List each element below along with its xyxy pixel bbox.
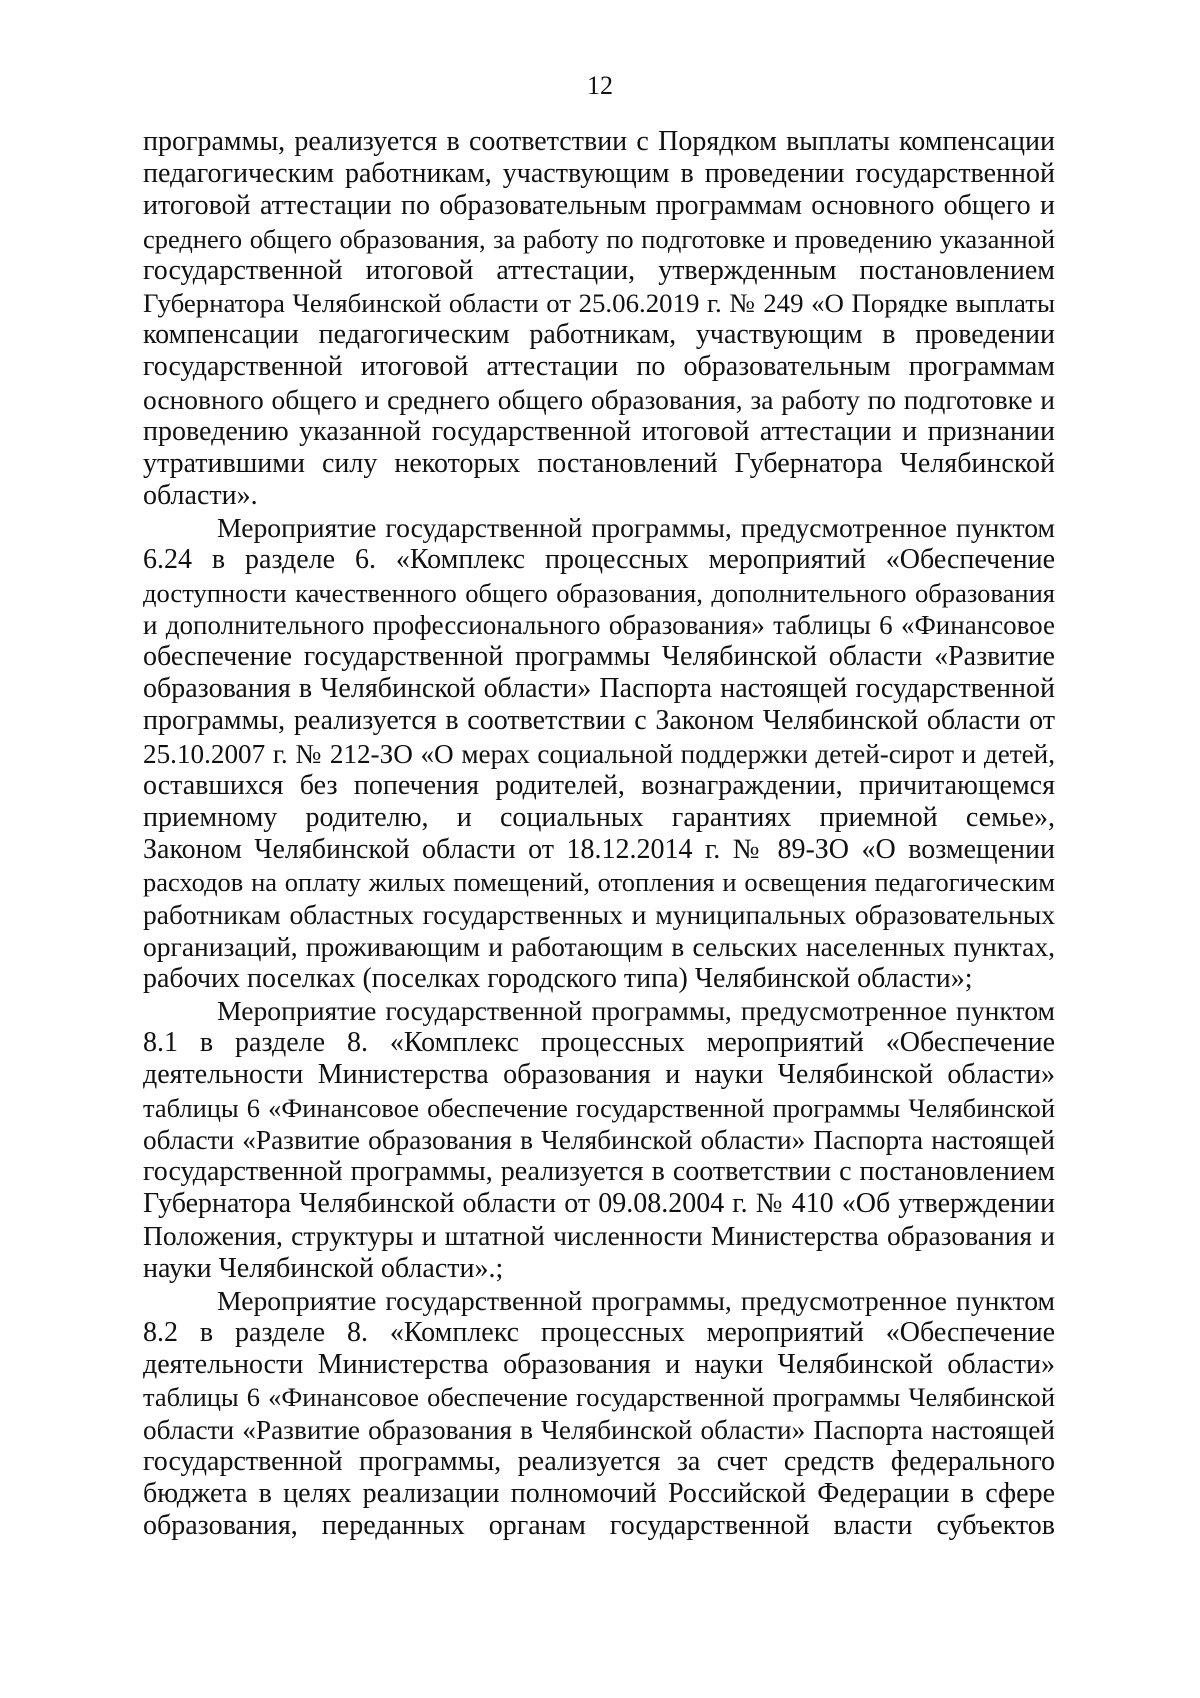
text-line: среднего общего образования, за работу по подготовке и проведению указанной (143, 223, 1055, 254)
text-line: области «Развитие образования в Челябинской области» Паспорта настоящей (143, 1414, 1055, 1445)
text-line: проведению указанной государственной итоговой аттестации и признании (143, 415, 1055, 447)
text-line: и дополнительного профессионального образования» таблицы 6 «Финансовое (143, 609, 1055, 640)
text-line: доступности качественного общего образования, дополнительного образования (143, 577, 1055, 608)
text-line: организаций, проживающим и работающим в сельских населенных пунктах, (143, 930, 1055, 962)
text-line: 8.1 в разделе 8. «Комплекс процессных мероприятий «Обеспечение (143, 1027, 1055, 1059)
text-line: бюджета в целях реализации полномочий Российской Федерации в сфере (143, 1477, 1055, 1509)
text-line: Губернатора Челябинской области от 09.08.2004 г. № 410 «Об утверждении (143, 1188, 1055, 1220)
text-line: образования, переданных органам государственной власти субъектов (143, 1510, 1055, 1542)
page-number: 12 (587, 71, 613, 100)
paragraph-first-line: Мероприятие государственной программы, предусмотренное пунктом (217, 512, 1055, 544)
text-line: образования в Челябинской области» Паспорта настоящей государственной (143, 673, 1055, 705)
text-line: государственной программы, реализуется в соответствии с постановлением (143, 1156, 1055, 1187)
text-line: работникам областных государственных и муниципальных образовательных (143, 898, 1055, 930)
text-line: государственной итоговой аттестации по образовательным программам (143, 351, 1055, 383)
text-line: итоговой аттестации по образовательным программам основного общего и (143, 190, 1055, 222)
text-line: приемному родителю, и социальных гарантиях приемной семье», (143, 801, 1055, 833)
text-line: основного общего и среднего общего образования, за работу по подготовке и (143, 384, 1055, 415)
text-line: компенсации педагогическим работникам, участвующим в проведении (143, 319, 1055, 351)
text-line: утратившими силу некоторых постановлений Губернатора Челябинской (143, 447, 1055, 479)
text-line: обеспечение государственной программы Челябинской области «Развитие (143, 641, 1055, 672)
text-line: 8.2 в разделе 8. «Комплекс процессных мероприятий «Обеспечение (143, 1316, 1055, 1348)
text-line: государственной программы, реализуется за счет средств федерального (143, 1445, 1055, 1477)
text-line: таблицы 6 «Финансовое обеспечение государственной программы Челябинской (143, 1382, 1055, 1413)
text-line: Законом Челябинской области от 18.12.2014 г. № 89-ЗО «О возмещении (143, 834, 1055, 866)
text-line: 6.24 в разделе 6. «Комплекс процессных мероприятий «Обеспечение (143, 544, 1055, 576)
text-line: программы, реализуется в соответствии с Порядком выплаты компенсации (143, 126, 1055, 157)
text-line: 25.10.2007 г. № 212-ЗО «О мерах социальной поддержки детей-сирот и детей, (143, 738, 1055, 769)
text-line: педагогическим работникам, участвующим в проведении государственной (143, 158, 1055, 190)
text-line: деятельности Министерства образования и науки Челябинской области» (143, 1059, 1055, 1091)
text-line: области «Развитие образования в Челябинской области» Паспорта настоящей (143, 1124, 1055, 1155)
text-line: Положения, структуры и штатной численности Министерства образования и (143, 1220, 1055, 1252)
document-body (143, 126, 1055, 1542)
text-line: оставшихся без попечения родителей, вознаграждении, причитающемся (143, 769, 1055, 801)
text-line: государственной итоговой аттестации, утвержденным постановлением (143, 254, 1055, 286)
text-line: деятельности Министерства образования и науки Челябинской области» (143, 1349, 1055, 1381)
text-line: расходов на оплату жилых помещений, отопления и освещения педагогическим (143, 867, 1055, 898)
paragraph-first-line: Мероприятие государственной программы, предусмотренное пунктом (217, 995, 1055, 1027)
paragraph-first-line: Мероприятие государственной программы, предусмотренное пунктом (217, 1284, 1055, 1316)
text-line: рабочих поселках (поселках городского типа) Челябинской области»; (143, 962, 973, 994)
text-line: Губернатора Челябинской области от 25.06.2019 г. № 249 «О Порядке выплаты (143, 287, 1055, 318)
text-line: программы, реализуется в соответствии с Законом Челябинской области от (143, 705, 1055, 737)
text-line: науки Челябинской области».; (143, 1252, 504, 1284)
text-line: таблицы 6 «Финансовое обеспечение государственной программы Челябинской (143, 1092, 1055, 1123)
text-line: области». (143, 480, 258, 512)
